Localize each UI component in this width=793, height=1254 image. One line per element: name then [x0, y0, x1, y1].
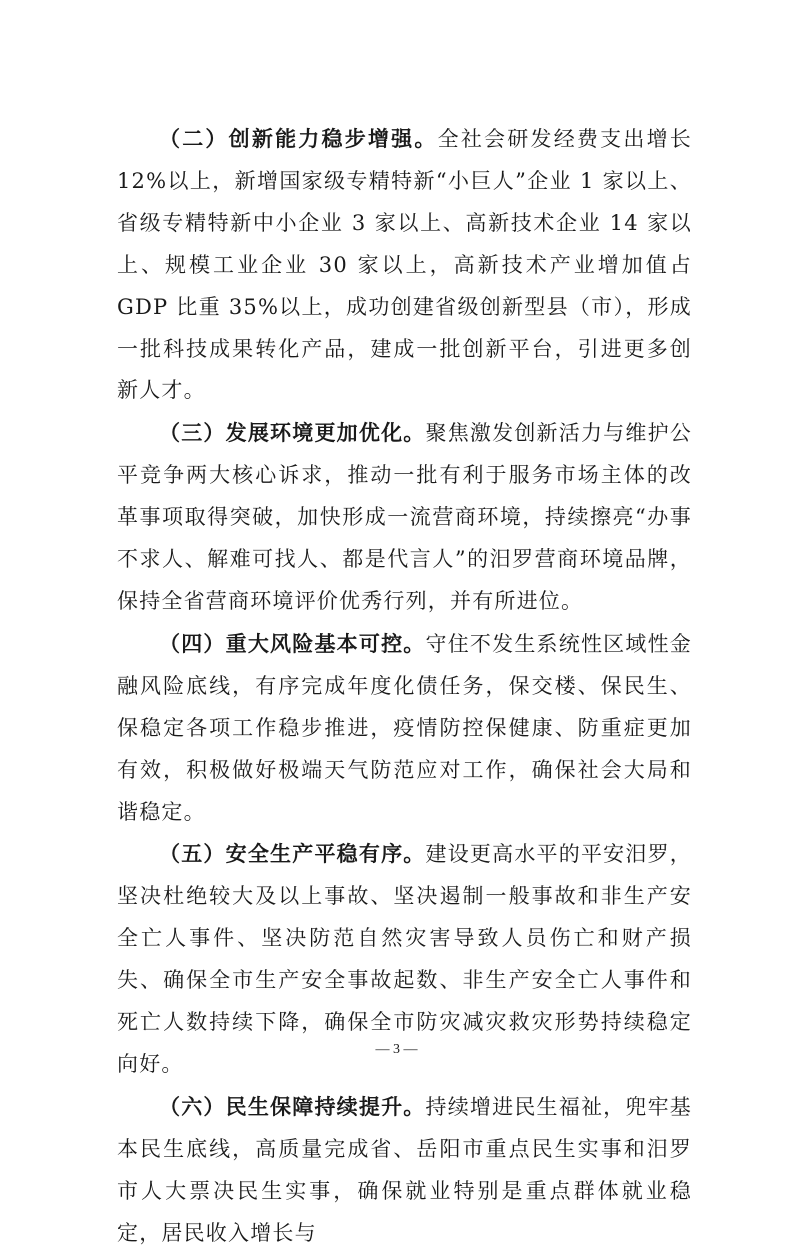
paragraph-heading: （六）民生保障持续提升。 [159, 1093, 426, 1119]
paragraph-risk [117, 623, 692, 834]
paragraph-text: 持续增进民生福祉，兜牢基本民生底线，高质量完成省、岳阳市重点民生实事和汨罗市人大票决民生实事，确保就业特别是重点群体就业稳定，居民收入增长与 [117, 1094, 692, 1245]
page-number: — 3 — [375, 1042, 418, 1057]
paragraph-text: 建设更高水平的平安汨罗，坚决杜绝较大及以上事故、坚决遏制一般事故和非生产安全亡人事件、坚决防范自然灾害导致人员伤亡和财产损失、确保全市生产安全事故起数、非生产安全亡人事件和死亡人数持续下降，确保全市防灾减灾救灾形势持续稳定向好。 [117, 842, 692, 1076]
paragraph-text: 守住不发生系统性区域性金融风险底线，有序完成年度化债任务，保交楼、保民生、保稳定各项工作稳步推进，疫情防控保健康、防重症更加有效，积极做好极端天气防范应对工作，确保社会大局和谐稳定。 [117, 631, 692, 824]
paragraph-heading: （三）发展环境更加优化。 [159, 420, 426, 446]
paragraph-environment [117, 412, 692, 623]
paragraph-heading: （二）创新能力稳步增强。 [159, 126, 438, 151]
document-body [117, 118, 692, 1254]
paragraph-heading: （五）安全生产平稳有序。 [159, 841, 426, 867]
paragraph-livelihood [117, 1086, 692, 1254]
paragraph-heading: （四）重大风险基本可控。 [159, 630, 426, 656]
paragraph-innovation [117, 118, 692, 412]
paragraph-text: 全社会研发经费支出增长 12%以上，新增国家级专精特新“小巨人”企业 1 家以上、省级专精特新中小企业 3 家以上、高新技术企业 14 家以上、规模工业企业 30 家以上，高新技术产业增加值占 GDP 比重 35%以上，成功创建省级创新型县（市），形成一批科技成果转化产品，建成一批创新平台，引进更多创新人才。 [117, 127, 693, 403]
paragraph-text: 聚焦激发创新活力与维护公平竞争两大核心诉求，推动一批有利于服务市场主体的改革事项取得突破，加快形成一流营商环境，持续擦亮“办事不求人、解难可找人、都是代言人”的汨罗营商环境品牌，保持全省营商环境评价优秀行列，并有所进位。 [117, 421, 692, 613]
